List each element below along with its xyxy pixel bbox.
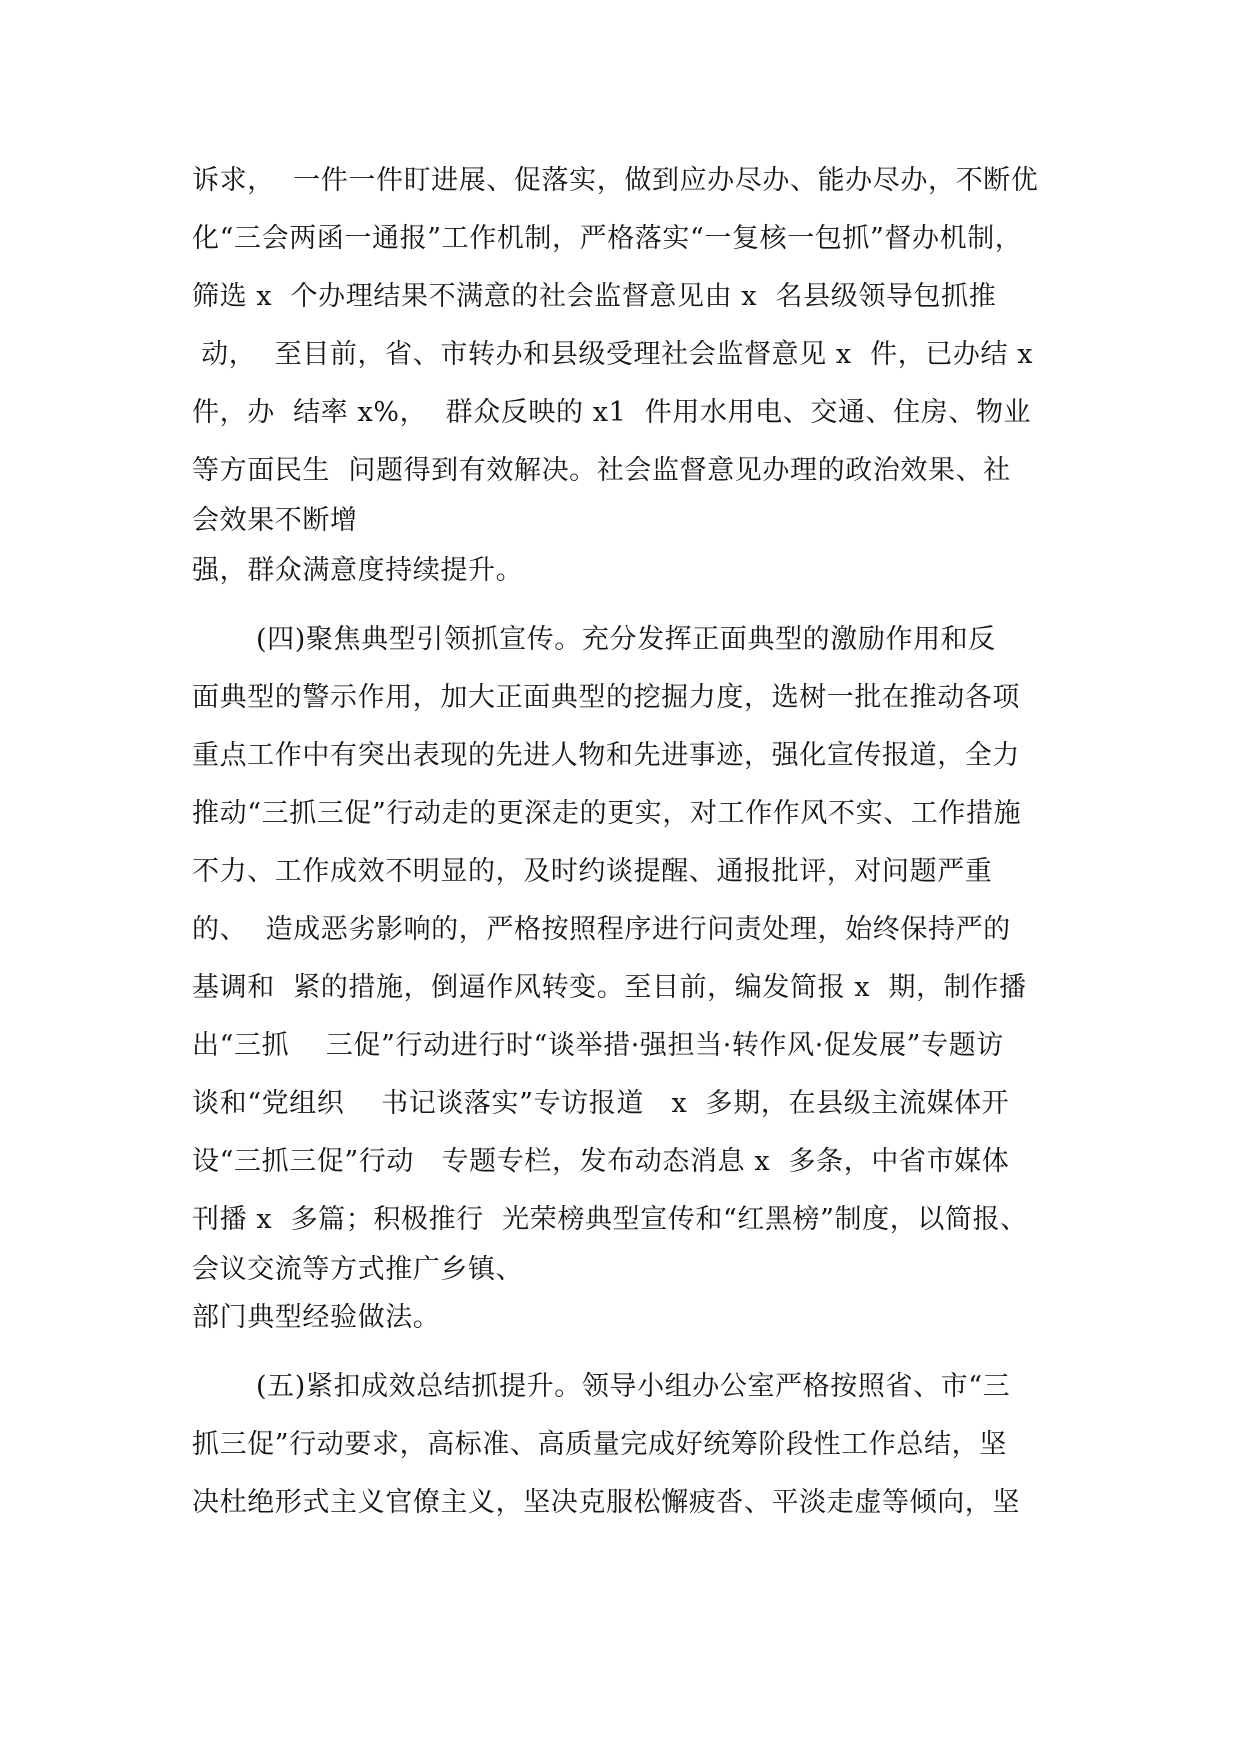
text-line: 部门典型经验做法。 <box>192 1302 441 1333</box>
text-line: 动， 至目前，省、市转办和县级受理社会监督意见 x 件，已办结 x <box>192 339 1034 370</box>
text-line: 强，群众满意度持续提升。 <box>192 555 524 586</box>
text-line: 刊播 x 多篇；积极推行 光荣榜典型宣传和“红黑榜”制度，以简报、 <box>192 1204 1028 1235</box>
text-line: 决杜绝形式主义官僚主义，坚决克服松懈疲沓、平淡走虚等倾向，坚 <box>192 1487 1020 1518</box>
text-line: 化“三会两函一通报”工作机制，严格落实“一复核一包抓”督办机制， <box>192 223 1023 254</box>
text-line: 会效果不断增 <box>192 505 358 536</box>
text-line: 面典型的警示作用，加大正面典型的挖掘力度，选树一批在推动各项 <box>192 682 1020 713</box>
text-line: 出“三抓 三促”行动进行时“谈举措·强担当·转作风·促发展”专题访 <box>192 1030 1004 1061</box>
text-line: 件，办 结率 x%， 群众反映的 x1 件用水用电、交通、住房、物业 <box>192 397 1032 428</box>
text-line: 的、 造成恶劣影响的，严格按照程序进行问责处理，始终保持严的 <box>192 914 1011 945</box>
paragraph-heading-line: (四)聚焦典型引领抓宣传。充分发挥正面典型的激励作用和反 <box>256 624 996 655</box>
text-line: 不力、工作成效不明显的，及时约谈提醒、通报批评，对问题严重 <box>192 856 993 887</box>
text-line: 设“三抓三促”行动 专题专栏，发布动态消息 x 多条，中省市媒体 <box>192 1146 1010 1177</box>
text-line: 会议交流等方式推广乡镇、 <box>192 1254 524 1285</box>
text-line: 推动“三抓三促”行动走的更深走的更实，对工作作风不实、工作措施 <box>192 798 1022 829</box>
text-line: 诉求， 一件一件盯进展、促落实，做到应办尽办、能办尽办，不断优 <box>192 165 1039 196</box>
text-line: 基调和 紧的措施，倒逼作风转变。至目前，编发简报 x 期，制作播 <box>192 972 1027 1003</box>
text-line: 谈和“党组织 书记谈落实”专访报道 x 多期，在县级主流媒体开 <box>192 1088 1010 1119</box>
paragraph-heading-line: (五)紧扣成效总结抓提升。领导小组办公室严格按照省、市“三 <box>256 1371 1011 1402</box>
text-line: 等方面民生 问题得到有效解决。社会监督意见办理的政治效果、社 <box>192 455 1011 486</box>
text-line: 重点工作中有突出表现的先进人物和先进事迹，强化宣传报道，全力 <box>192 740 1020 771</box>
text-line: 筛选 x 个办理结果不满意的社会监督意见由 x 名县级领导包抓推 <box>192 281 997 312</box>
text-line: 抓三促”行动要求，高标准、高质量完成好统筹阶段性工作总结，坚 <box>192 1429 1007 1460</box>
